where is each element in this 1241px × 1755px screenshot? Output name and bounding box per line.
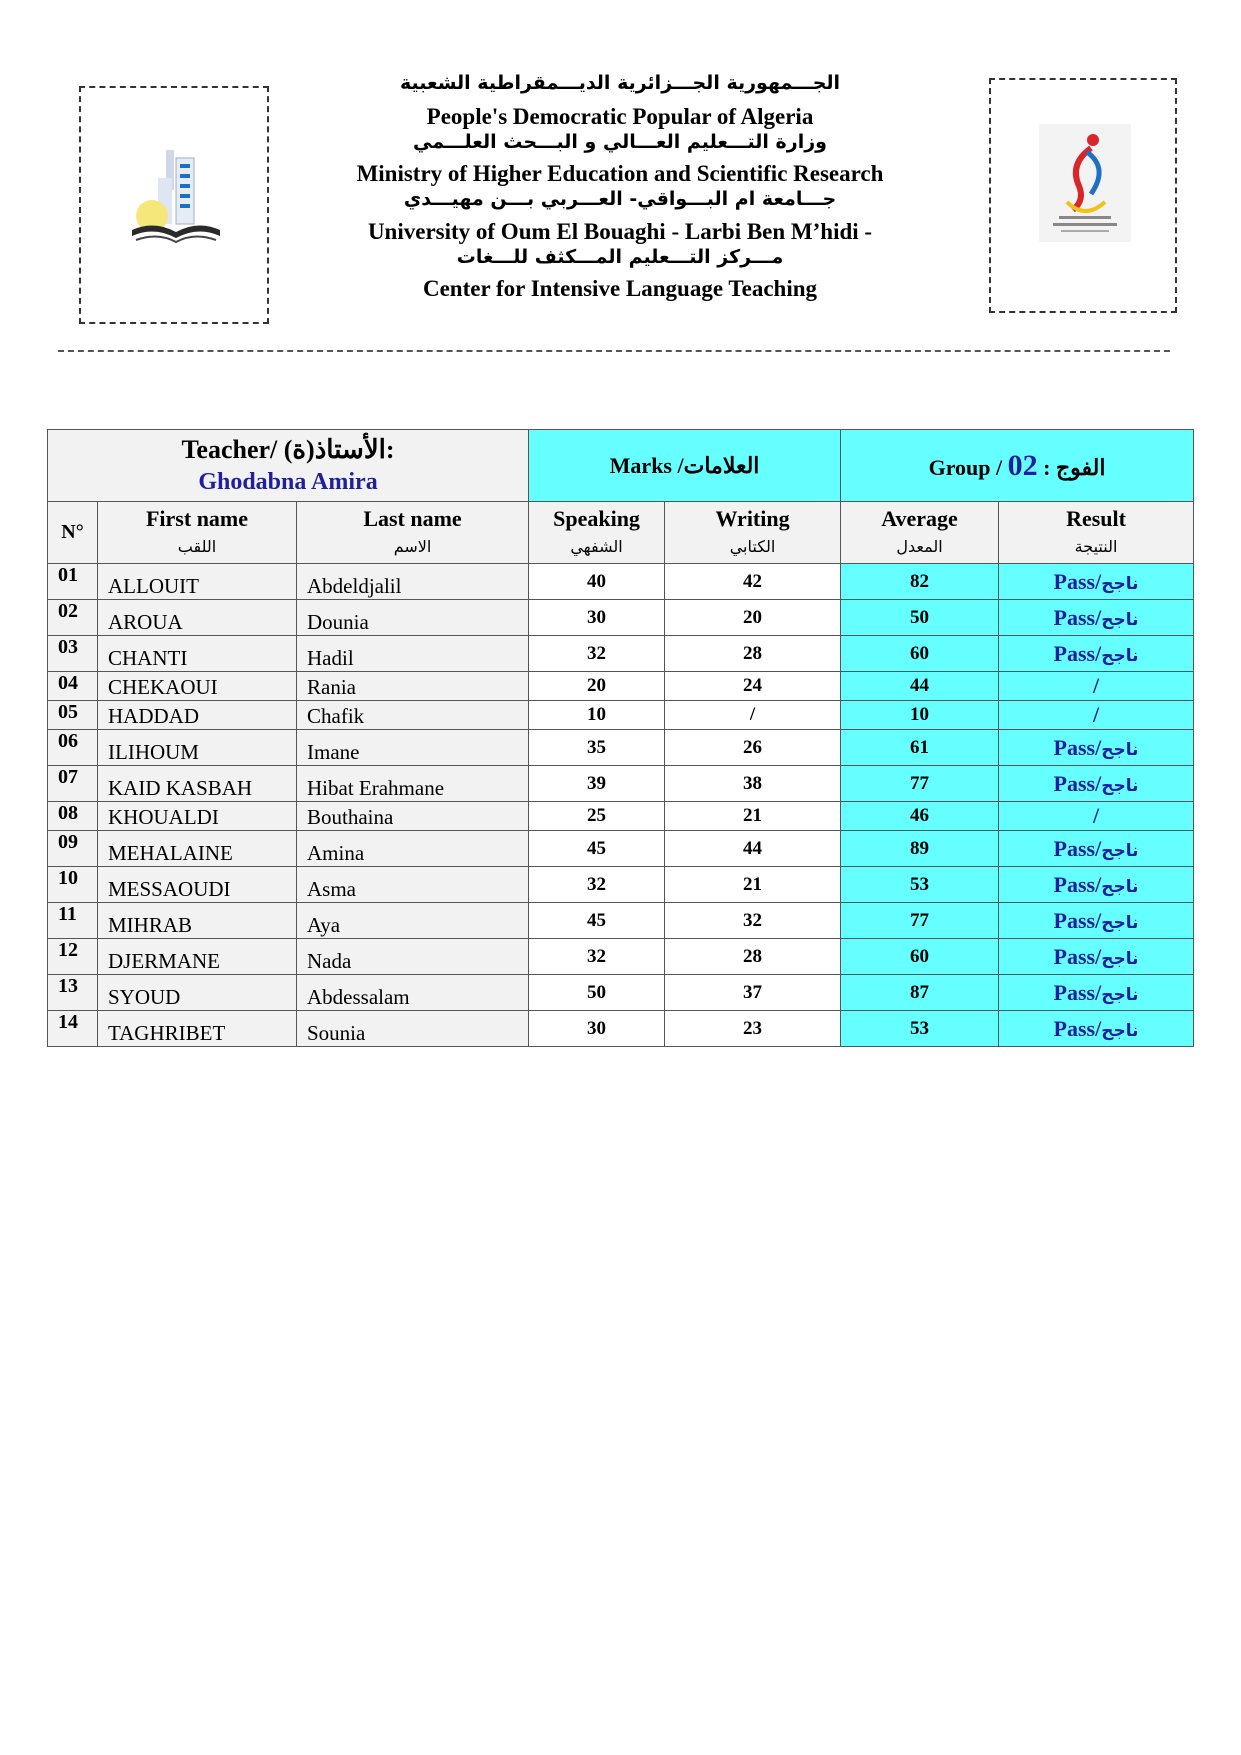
header-line-3-ar: وزارة التـــعليم العـــالي و البـــحث العلـــمي bbox=[413, 131, 827, 153]
last-name-label-ar: الاسم bbox=[393, 536, 432, 556]
row-number: 07 bbox=[48, 766, 98, 802]
row-first-name: AROUA bbox=[98, 600, 297, 636]
table-row bbox=[48, 600, 1194, 636]
row-speaking: 32 bbox=[529, 867, 665, 903]
average-label-ar: المعدل bbox=[896, 536, 943, 556]
last-name-label: Last name bbox=[363, 505, 462, 531]
row-first-name: CHEKAOUI bbox=[98, 672, 297, 701]
row-first-name: MESSAOUDI bbox=[98, 867, 297, 903]
row-average: 61 bbox=[841, 730, 999, 766]
row-number: 01 bbox=[48, 564, 98, 600]
row-writing: 20 bbox=[665, 600, 841, 636]
row-number: 06 bbox=[48, 730, 98, 766]
result-pass-en: Pass/ bbox=[1053, 871, 1102, 897]
row-first-name: DJERMANE bbox=[98, 939, 297, 975]
row-speaking: 30 bbox=[529, 1011, 665, 1047]
row-average: 50 bbox=[841, 600, 999, 636]
row-writing: 28 bbox=[665, 939, 841, 975]
row-result bbox=[999, 975, 1194, 1011]
group-number: 02 bbox=[1007, 448, 1038, 482]
row-average: 44 bbox=[841, 672, 999, 701]
row-result: / bbox=[999, 672, 1194, 701]
row-last-name: Abdeldjalil bbox=[297, 564, 529, 600]
header-line-5-ar: جـــامعة ام البـــواقي- العـــربي بـــن مهيـــدي bbox=[403, 188, 837, 210]
row-speaking: 10 bbox=[529, 701, 665, 730]
row-result bbox=[999, 903, 1194, 939]
header-line-1-ar: الجـــمهورية الجـــزائرية الديـــمقراطية الشعبية bbox=[399, 72, 841, 94]
row-last-name: Dounia bbox=[297, 600, 529, 636]
result-pass-en: Pass/ bbox=[1053, 907, 1102, 933]
result-pass-ar: ناجح bbox=[1101, 609, 1139, 630]
speaking-label: Speaking bbox=[553, 505, 640, 531]
row-average: 89 bbox=[841, 831, 999, 867]
row-number: 08 bbox=[48, 802, 98, 831]
result-pass-ar: ناجح bbox=[1101, 912, 1139, 933]
row-last-name: Bouthaina bbox=[297, 802, 529, 831]
row-number: 04 bbox=[48, 672, 98, 701]
row-last-name: Aya bbox=[297, 903, 529, 939]
result-pass-ar: ناجح bbox=[1101, 948, 1139, 969]
row-result bbox=[999, 636, 1194, 672]
row-speaking: 39 bbox=[529, 766, 665, 802]
row-number: 14 bbox=[48, 1011, 98, 1047]
table-row bbox=[48, 975, 1194, 1011]
university-logo-frame bbox=[79, 86, 269, 324]
result-pass-en: Pass/ bbox=[1053, 835, 1102, 861]
row-writing: 44 bbox=[665, 831, 841, 867]
row-result bbox=[999, 1011, 1194, 1047]
result-pass-en: Pass/ bbox=[1053, 979, 1102, 1005]
row-writing: 23 bbox=[665, 1011, 841, 1047]
table-row bbox=[48, 939, 1194, 975]
row-speaking: 25 bbox=[529, 802, 665, 831]
speaking-label-ar: الشفهي bbox=[570, 536, 623, 556]
row-last-name: Imane bbox=[297, 730, 529, 766]
result-pass-en: Pass/ bbox=[1053, 640, 1102, 666]
row-last-name: Hadil bbox=[297, 636, 529, 672]
row-average: 77 bbox=[841, 766, 999, 802]
row-last-name: Hibat Erahmane bbox=[297, 766, 529, 802]
writing-label-ar: الكتابي bbox=[729, 536, 776, 556]
header-line-2-en: People's Democratic Popular of Algeria bbox=[426, 104, 814, 129]
table-row bbox=[48, 1011, 1194, 1047]
result-pass-ar: ناجح bbox=[1101, 840, 1139, 861]
row-speaking: 45 bbox=[529, 903, 665, 939]
language-center-logo-frame bbox=[989, 78, 1177, 313]
row-writing: 32 bbox=[665, 903, 841, 939]
row-result bbox=[999, 831, 1194, 867]
table-row bbox=[48, 730, 1194, 766]
result-label-ar: النتيجة bbox=[1074, 536, 1118, 556]
column-header-average bbox=[841, 502, 999, 564]
row-last-name: Amina bbox=[297, 831, 529, 867]
row-speaking: 45 bbox=[529, 831, 665, 867]
row-average: 77 bbox=[841, 903, 999, 939]
column-header-last-name bbox=[297, 502, 529, 564]
row-last-name: Nada bbox=[297, 939, 529, 975]
row-number: 12 bbox=[48, 939, 98, 975]
result-pass-ar: ناجح bbox=[1101, 573, 1139, 594]
row-writing: 37 bbox=[665, 975, 841, 1011]
row-first-name: MIHRAB bbox=[98, 903, 297, 939]
table-row bbox=[48, 636, 1194, 672]
row-average: 87 bbox=[841, 975, 999, 1011]
row-writing: 42 bbox=[665, 564, 841, 600]
header-divider bbox=[58, 350, 1170, 352]
row-first-name: MEHALAINE bbox=[98, 831, 297, 867]
teacher-name: Ghodabna Amira bbox=[198, 469, 378, 495]
row-number: 11 bbox=[48, 903, 98, 939]
group-header bbox=[841, 430, 1194, 502]
row-number: 09 bbox=[48, 831, 98, 867]
row-average: 60 bbox=[841, 939, 999, 975]
first-name-label: First name bbox=[145, 505, 249, 531]
table-row bbox=[48, 672, 1194, 701]
table-row bbox=[48, 564, 1194, 600]
table-row bbox=[48, 867, 1194, 903]
result-pass-en: Pass/ bbox=[1053, 943, 1102, 969]
result-pass-en: Pass/ bbox=[1053, 734, 1102, 760]
row-number: 10 bbox=[48, 867, 98, 903]
result-pass-en: Pass/ bbox=[1053, 1015, 1102, 1041]
result-pass-ar: ناجح bbox=[1101, 739, 1139, 760]
result-pass-ar: ناجح bbox=[1101, 645, 1139, 666]
table-row bbox=[48, 903, 1194, 939]
result-pass-ar: ناجح bbox=[1101, 984, 1139, 1005]
marks-label: Marks /العلامات bbox=[609, 452, 760, 478]
row-first-name: KAID KASBAH bbox=[98, 766, 297, 802]
result-pass-en: Pass/ bbox=[1053, 770, 1102, 796]
row-last-name: Rania bbox=[297, 672, 529, 701]
teacher-label: Teacher/ (الأستاذ(ة: bbox=[181, 435, 395, 464]
table-row bbox=[48, 766, 1194, 802]
result-pass-en: Pass/ bbox=[1053, 604, 1102, 630]
result-label: Result bbox=[1066, 505, 1126, 531]
results-table bbox=[47, 429, 1194, 1047]
row-first-name: SYOUD bbox=[98, 975, 297, 1011]
row-first-name: ALLOUIT bbox=[98, 564, 297, 600]
row-speaking: 32 bbox=[529, 636, 665, 672]
row-average: 46 bbox=[841, 802, 999, 831]
row-speaking: 30 bbox=[529, 600, 665, 636]
row-average: 53 bbox=[841, 1011, 999, 1047]
row-result: / bbox=[999, 701, 1194, 730]
row-last-name: Chafik bbox=[297, 701, 529, 730]
row-speaking: 35 bbox=[529, 730, 665, 766]
row-number: 03 bbox=[48, 636, 98, 672]
row-writing: 28 bbox=[665, 636, 841, 672]
column-header-first-name bbox=[98, 502, 297, 564]
result-pass-ar: ناجح bbox=[1101, 876, 1139, 897]
header-line-7-ar: مـــركز التـــعليم المـــكثف للـــغات bbox=[456, 246, 784, 268]
row-result bbox=[999, 766, 1194, 802]
group-label: Group / الفوج : bbox=[928, 454, 1106, 480]
row-result bbox=[999, 939, 1194, 975]
row-first-name: CHANTI bbox=[98, 636, 297, 672]
row-number: 02 bbox=[48, 600, 98, 636]
row-first-name: TAGHRIBET bbox=[98, 1011, 297, 1047]
row-speaking: 20 bbox=[529, 672, 665, 701]
header-line-6-en: University of Oum El Bouaghi - Larbi Ben M’hidi - bbox=[367, 219, 873, 244]
column-header-writing bbox=[665, 502, 841, 564]
row-result: / bbox=[999, 802, 1194, 831]
row-number: 05 bbox=[48, 701, 98, 730]
writing-label: Writing bbox=[715, 505, 790, 531]
row-result bbox=[999, 867, 1194, 903]
row-speaking: 50 bbox=[529, 975, 665, 1011]
result-pass-ar: ناجح bbox=[1101, 775, 1139, 796]
column-header-speaking bbox=[529, 502, 665, 564]
row-speaking: 40 bbox=[529, 564, 665, 600]
row-last-name: Asma bbox=[297, 867, 529, 903]
row-average: 60 bbox=[841, 636, 999, 672]
marks-header bbox=[529, 430, 841, 502]
header-line-4-en: Ministry of Higher Education and Scientific Research bbox=[356, 161, 884, 186]
table-row bbox=[48, 701, 1194, 730]
row-average: 82 bbox=[841, 564, 999, 600]
table-row bbox=[48, 831, 1194, 867]
row-result bbox=[999, 730, 1194, 766]
column-header-no: N° bbox=[48, 502, 98, 564]
row-average: 10 bbox=[841, 701, 999, 730]
average-label: Average bbox=[881, 505, 958, 531]
column-header-result bbox=[999, 502, 1194, 564]
teacher-cell bbox=[48, 430, 529, 502]
row-first-name: HADDAD bbox=[98, 701, 297, 730]
row-speaking: 32 bbox=[529, 939, 665, 975]
row-number: 13 bbox=[48, 975, 98, 1011]
row-result bbox=[999, 600, 1194, 636]
first-name-label-ar: اللقب bbox=[177, 536, 217, 556]
row-writing: 21 bbox=[665, 802, 841, 831]
row-last-name: Abdessalam bbox=[297, 975, 529, 1011]
language-center-logo-icon bbox=[1039, 124, 1131, 242]
row-writing: 26 bbox=[665, 730, 841, 766]
result-pass-en: Pass/ bbox=[1053, 568, 1102, 594]
row-writing: 38 bbox=[665, 766, 841, 802]
row-writing: / bbox=[665, 701, 841, 730]
row-last-name: Sounia bbox=[297, 1011, 529, 1047]
university-logo-icon bbox=[128, 150, 224, 260]
header-line-8-en: Center for Intensive Language Teaching bbox=[422, 276, 817, 301]
row-result bbox=[999, 564, 1194, 600]
row-writing: 21 bbox=[665, 867, 841, 903]
result-pass-ar: ناجح bbox=[1101, 1020, 1139, 1041]
row-first-name: ILIHOUM bbox=[98, 730, 297, 766]
row-writing: 24 bbox=[665, 672, 841, 701]
row-average: 53 bbox=[841, 867, 999, 903]
row-first-name: KHOUALDI bbox=[98, 802, 297, 831]
table-row bbox=[48, 802, 1194, 831]
